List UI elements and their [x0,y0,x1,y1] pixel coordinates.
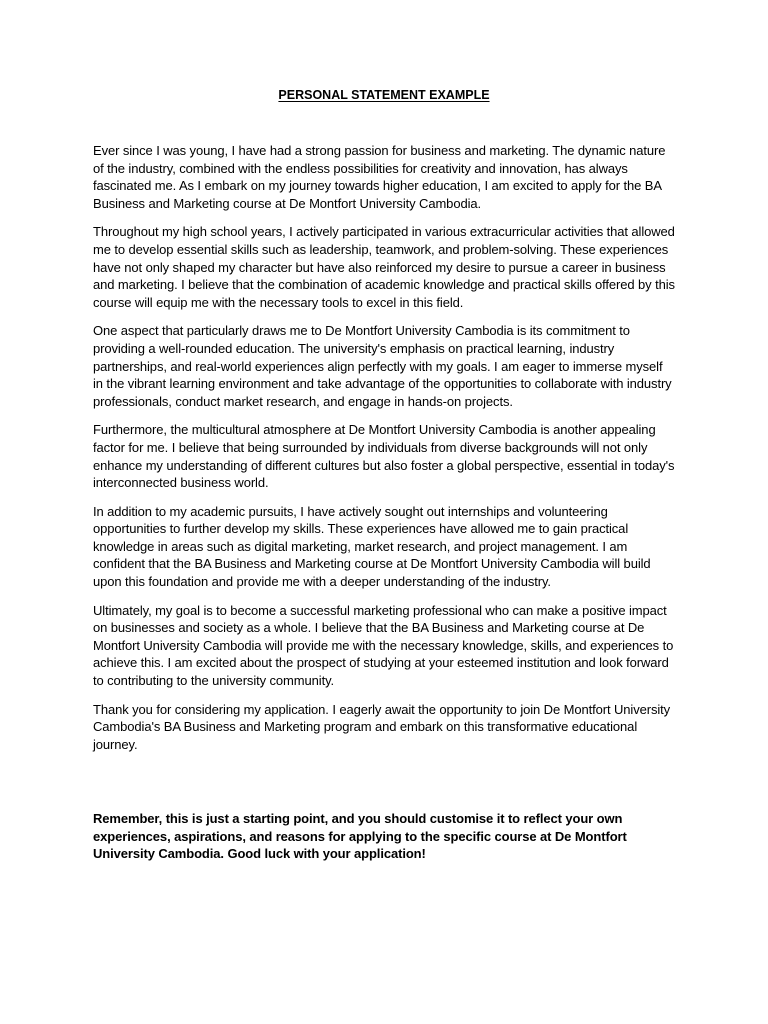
paragraph-multicultural: Furthermore, the multicultural atmosphere at De Montfort University Cambodia is another appealing factor for me. I believe that being surrounded by individuals from diverse backgrounds will not only enhance my understanding of different cultures but also foster a global perspective, essential in today's interconnected business world. [93,422,675,491]
paragraph-extracurricular: Throughout my high school years, I actively participated in various extracurricular activities that allowed me to develop essential skills such as leadership, teamwork, and problem-solving. These experiences have not only shaped my character but have also reinforced my desire to pursue a career in business and marketing. I believe that the combination of academic knowledge and practical skills offered by this course will equip me with the necessary tools to excel in this field. [93,224,675,310]
paragraph-university-appeal: One aspect that particularly draws me to De Montfort University Cambodia is its commitment to providing a well-rounded education. The university's emphasis on practical learning, industry partnerships, and real-world experiences align perfectly with my goals. I am eager to immerse myself in the vibrant learning environment and take advantage of the opportunities to collaborate with industry professionals, conduct market research, and engage in hands-on projects. [93,323,672,409]
paragraph-goals: Ultimately, my goal is to become a successful marketing professional who can make a positive impact on businesses and society as a whole. I believe that the BA Business and Marketing course at De Montfort University Cambodia will provide me with the necessary knowledge, skills, and experiences to achieve this. I am excited about the prospect of studying at your esteemed institution and look forward to contributing to the university community. [93,602,674,689]
paragraph-thank-you: Thank you for considering my application. I eagerly await the opportunity to join De Montfort University Cambodia's BA Business and Marketing program and embark on this transformative educational journey. [93,701,671,752]
statement-body [93,142,675,764]
paragraph-internships: In addition to my academic pursuits, I have actively sought out internships and volunteering opportunities to further develop my skills. These experiences have allowed me to gain practical knowledge in areas such as digital marketing, market research, and project management. I am confident that the BA Business and Marketing course at De Montfort University Cambodia will build upon this foundation and provide me with a deeper understanding of the industry. [93,503,651,590]
closing-note: Remember, this is just a starting point, and you should customise it to reflect your own experiences, aspirations, and reasons for applying to the specific course at De Montfort University Cambodia. Good luck with your application! [93,811,627,862]
paragraph-intro: Ever since I was young, I have had a strong passion for business and marketing. The dynamic nature of the industry, combined with the endless possibilities for creativity and innovation, has always fascinated me. As I embark on my journey towards higher education, I am excited to apply for the BA Business and Marketing course at De Montfort University Cambodia. [93,143,666,211]
page-title: PERSONAL STATEMENT EXAMPLE [278,88,490,102]
